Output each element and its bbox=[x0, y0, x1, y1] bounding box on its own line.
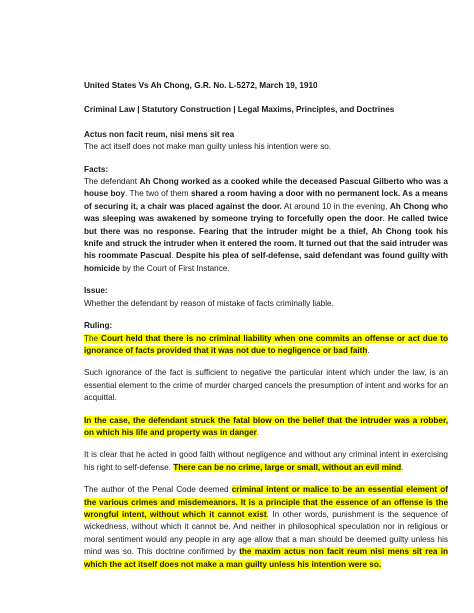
ruling-p3-highlight: In the case, the defendant struck the fatal blow on the belief that the intruder was a robber, on which his life and property was in danger bbox=[84, 415, 448, 437]
ruling-p5-highlight-2: the maxim actus non facit reum nisi mens sit rea in which the act itself does not make a man guilty unless his intention were so. bbox=[84, 547, 448, 569]
issue-text: Whether the defendant by reason of mistake of facts criminally liable. bbox=[84, 298, 334, 308]
facts-text-6: by the Court of First Instance. bbox=[119, 263, 230, 273]
ruling-paragraph-2: Such ignorance of the fact is sufficient to negative the particular intent which under the law, is an essential element to the crime of murder charged cancels the presumption of intent and works for an acquittal. bbox=[84, 368, 448, 403]
issue-heading: Issue: bbox=[84, 286, 108, 296]
ruling-p5-text-2: . In other words, punishment is the sequence of wickedness, without which it cannot be. And neither in philosophical speculation nor in religious or moral sentiment would any people in any age allow that a man should be deemed guilty unless his mind was so. This doctrine confirmed by bbox=[84, 509, 448, 557]
facts-bold-5: Despite his plea of self-defense, said defendant was found guilty with homicide bbox=[84, 251, 448, 273]
facts-heading: Facts: bbox=[84, 164, 109, 174]
facts-bold-1: Ah Chong worked as a cooked while the deceased Pascual Gilberto who was a house boy bbox=[84, 177, 448, 199]
ruling-p5-text-1: The author of the Penal Code deemed bbox=[84, 485, 232, 495]
ruling-p4-text: It is clear that he acted in good faith without negligence and without any criminal intent in exercising his right to self-defense. bbox=[84, 450, 448, 472]
ruling-p3-end: . bbox=[256, 427, 260, 437]
ruling-p5-highlight-1: criminal intent or malice to be an essential element of the various crimes and misdemeanors. It is a principle that the essence of an offense is the wrongful intent, without which it cannot exist bbox=[84, 485, 449, 519]
ruling-heading: Ruling: bbox=[84, 321, 113, 331]
ruling-p1-lead: The bbox=[84, 333, 102, 343]
facts-paragraph bbox=[84, 176, 448, 275]
facts-text-5: . bbox=[171, 251, 176, 261]
case-title: United States Vs Ah Chong, G.R. No. L-5272, March 19, 1910 bbox=[84, 81, 318, 90]
ruling-paragraph-1 bbox=[84, 333, 448, 358]
maxim-translation: The act itself does not make man guilty unless his intention were so. bbox=[84, 142, 332, 152]
facts-text-3: At around 10 in the evening, bbox=[281, 201, 390, 211]
ruling-paragraph-3 bbox=[84, 415, 448, 440]
case-digest bbox=[84, 80, 448, 571]
facts-bold-3: Ah Chong who was sleeping was awakened by someone trying to forcefully open the door bbox=[84, 201, 448, 224]
facts-bold-4: He called twice but there was no response. Fearing that the intruder might be a thief, Ah Chong took his knife and struck the intruder when it entered the room. It turned out that the said intruder was his roommate Pascual bbox=[84, 214, 448, 261]
ruling-p1-end: . bbox=[367, 345, 370, 355]
maxim-latin: Actus non facit reum, nisi mens sit rea bbox=[84, 129, 235, 139]
facts-text-2: . The two of them bbox=[125, 189, 191, 199]
facts-bold-2: shared a room having a door with no permanent lock. As a means of securing it, a chair was placed against the door. bbox=[84, 189, 448, 211]
ruling-p4-end: . bbox=[401, 462, 404, 472]
ruling-paragraph-4 bbox=[84, 449, 448, 474]
ruling-p4-highlight: There can be no crime, large or small, without an evil mind bbox=[173, 462, 402, 472]
ruling-p1-highlight: Court held that there is no criminal liability when one commits an offense or act due to ignorance of facts provided that it was not due to negligence or bad faith bbox=[84, 333, 448, 355]
topics-line: Criminal Law | Statutory Construction | Legal Maxims, Principles, and Doctrines bbox=[84, 105, 395, 115]
facts-text-1: The defendant bbox=[84, 177, 140, 187]
ruling-paragraph-5 bbox=[84, 484, 448, 571]
facts-text-4: . bbox=[382, 214, 388, 224]
